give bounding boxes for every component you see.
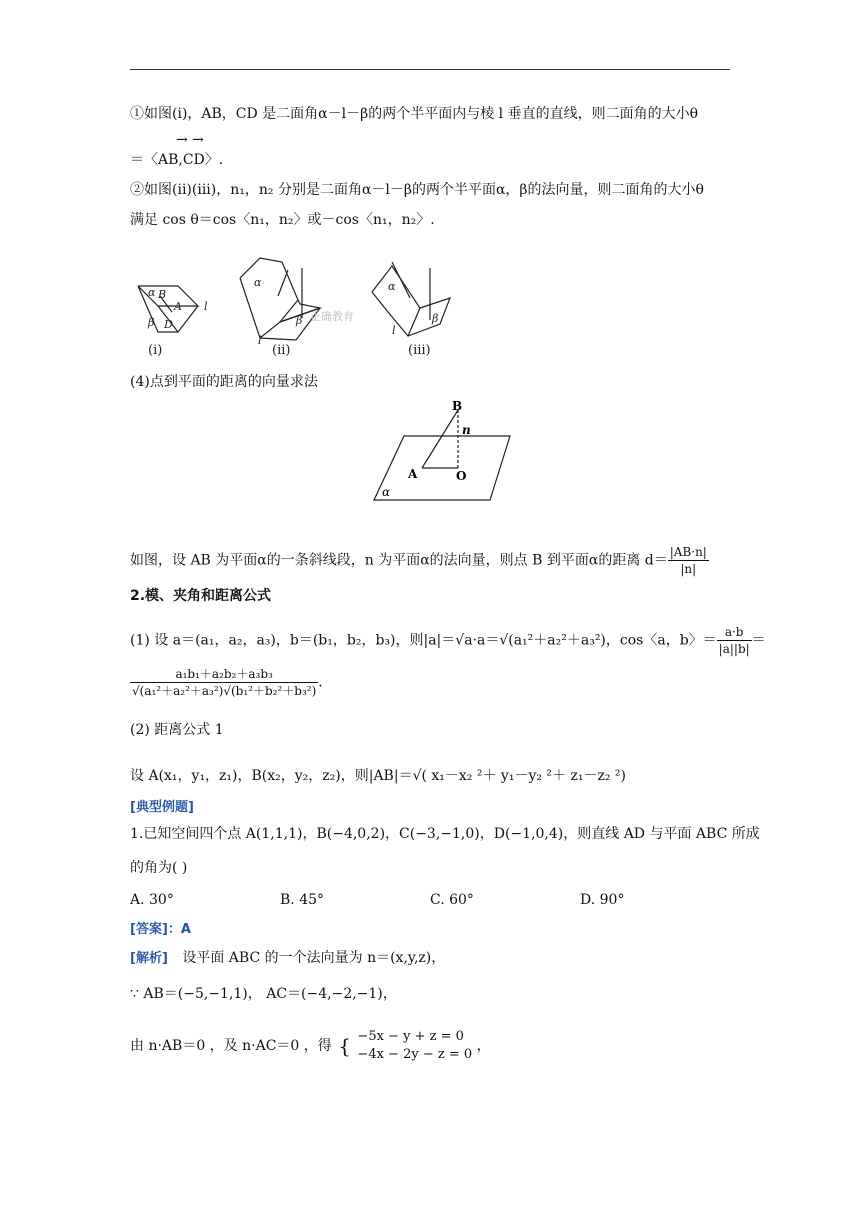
fig-label-iii: (ⅲ) xyxy=(408,343,431,358)
system-eq-2: −4x − 2y − z = 0 xyxy=(357,1047,473,1062)
option-a[interactable]: A. 30° xyxy=(130,892,174,908)
vector-arrows: → → xyxy=(176,132,204,148)
header-rule xyxy=(130,69,730,70)
analysis-2: ∵ AB＝(−5,−1,1)， AC＝(−4,−2,−1)， xyxy=(130,986,397,1002)
paragraph-dihedral-2b: 满足 cos θ＝cos〈n₁，n₂〉或－cos〈n₁，n₂〉. xyxy=(130,212,435,228)
fig-label-ii: (ⅱ) xyxy=(272,343,291,358)
svg-text:B: B xyxy=(158,288,167,301)
formula-1: (1) 设 a＝(a₁，a₂，a₃)，b＝(b₁，b₂，b₃)，则|a|＝√a·a＝√(a₁²＋a₂²＋a₃²)，cos〈a，b〉＝ $\frac{a\cdot b}{|a||b|}$ ＝ xyxy=(130,625,766,656)
svg-text:l: l xyxy=(392,324,396,337)
options xyxy=(130,890,730,910)
formula-2: 设 A(x₁，y₁，z₁)，B(x₂，y₂，z₂)，则|AB|＝√( x₁－x₂ ²＋ y₁－y₂ ²＋ z₁－z₂ ²) xyxy=(130,768,626,784)
option-b[interactable]: B. 45° xyxy=(280,892,325,908)
question-1b: 的角为( ) xyxy=(130,860,188,876)
formula-2-title: (2) 距离公式 1 xyxy=(130,722,224,738)
fig-label-i: (ⅰ) xyxy=(148,343,163,358)
analysis-tag: [解析] xyxy=(130,951,168,966)
formula-1b: $\frac{\text{a₁b₁＋a₂b₂＋a₃b₃}}{\text{√(a₁²＋a₂²＋a₃²)√(b₁²＋b₂²＋b₃²)}}$ . xyxy=(132,667,323,698)
paragraph-distance: 如图，设 AB 为平面α的一条斜线段，n 为平面α的法向量，则点 B 到平面α的距离 d＝ $\frac{|AB\cdot n|}{|n|}$ xyxy=(130,545,707,576)
svg-text:β: β xyxy=(148,316,155,329)
svg-text:β: β xyxy=(296,314,303,327)
system-eq-1: −5x − y + z = 0 xyxy=(357,1029,464,1044)
svg-text:α: α xyxy=(254,276,262,289)
svg-text:l: l xyxy=(204,300,208,313)
answer: [答案]：A xyxy=(130,922,191,937)
paragraph-dihedral-1: ①如图(i)，AB，CD 是二面角α－l－β的两个半平面内与棱 l 垂直的直线，则二面角的大小θ xyxy=(130,106,699,122)
option-d[interactable]: D. 90° xyxy=(580,892,625,908)
example-tag: [典型例题] xyxy=(130,800,194,815)
svg-text:α: α xyxy=(382,485,391,499)
question-1: 1.已知空间四个点 A(1,1,1)，B(−4,0,2)，C(−3,−1,0)，D(−1,0,4)，则直线 AD 与平面 ABC 所成 xyxy=(130,826,760,842)
paragraph-dihedral-1b: ＝〈AB,CD〉. xyxy=(130,152,224,168)
svg-text:O: O xyxy=(456,469,467,483)
svg-text:B: B xyxy=(452,399,463,413)
watermark: 正确教育 xyxy=(310,310,354,323)
point-plane-figure xyxy=(370,396,520,504)
dihedral-figures xyxy=(130,248,460,360)
svg-text:A: A xyxy=(174,300,182,313)
distance-fraction: $\frac{|AB\cdot n|}{|n|}$ xyxy=(669,545,707,576)
section-2-heading: 2.模、夹角和距离公式 xyxy=(130,588,272,604)
svg-text:α: α xyxy=(148,286,156,299)
svg-text:l: l xyxy=(258,334,262,347)
svg-text:n: n xyxy=(462,423,471,437)
svg-text:D: D xyxy=(164,318,173,331)
option-c[interactable]: C. 60° xyxy=(430,892,474,908)
svg-text:β: β xyxy=(432,312,439,325)
section-4-title: (4)点到平面的距离的向量求法 xyxy=(130,374,318,390)
svg-text:A: A xyxy=(408,467,418,481)
svg-text:α: α xyxy=(388,280,396,293)
paragraph-dihedral-2: ②如图(ii)(iii)，n₁，n₂ 分别是二面角α－l－β的两个半平面α，β的法向量，则二面角的大小θ xyxy=(130,182,704,198)
analysis-3: 由 n·AB＝0 ，及 n·AC＝0 ，得 { −5x − y + z = 0 −4x − 2y − z = 0 ， xyxy=(130,1029,491,1062)
analysis-1: [解析] 设平面 ABC 的一个法向量为 n＝(x,y,z)， xyxy=(130,950,446,966)
